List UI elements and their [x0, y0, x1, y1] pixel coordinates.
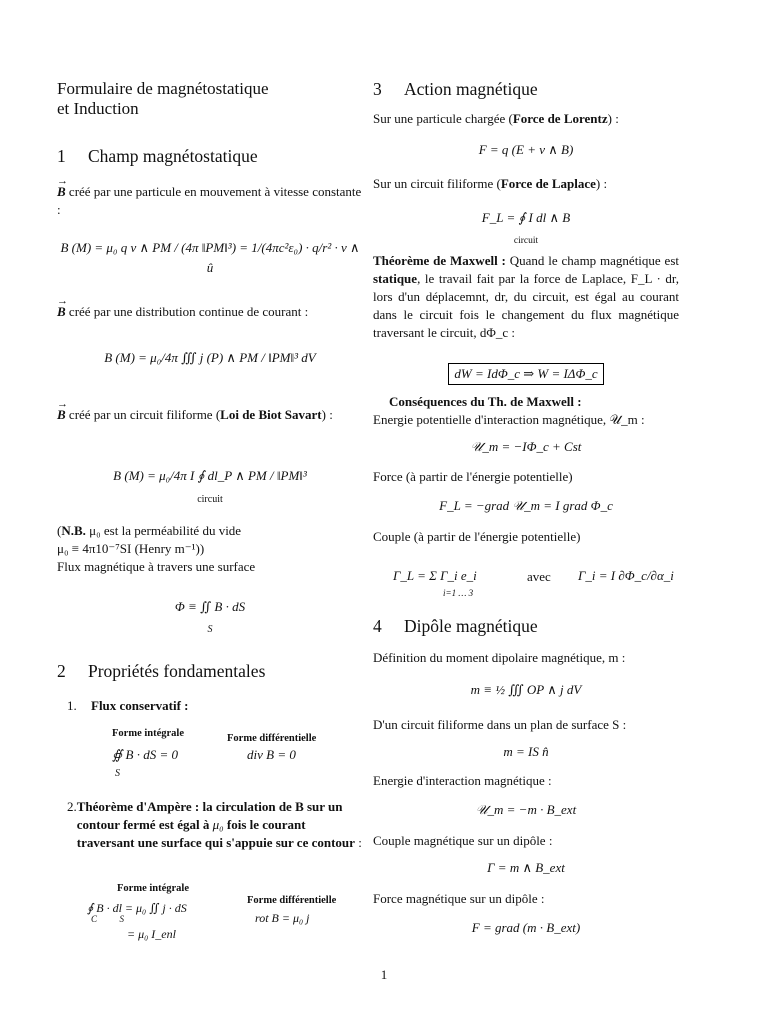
- label-forme-differentielle-2: Forme différentielle: [247, 895, 337, 906]
- equation-flux: Φ ≡ ∬ B · dS: [174, 599, 246, 614]
- paragraph-energie-interaction: Energie d'interaction magnétique :: [373, 773, 552, 788]
- equation-moment: m ≡ ½ ∭ OP ∧ j dV: [470, 682, 582, 697]
- section-1-heading: 1 Champ magnétostatique: [57, 146, 258, 166]
- equation-ampere-rot: rot B = μ₀ j: [255, 911, 310, 925]
- paragraph-moment: Définition du moment dipolaire magnétique, m :: [373, 650, 626, 665]
- equation-couple-avec: avec: [527, 569, 551, 584]
- equation-ampere-integral-sub: C S: [91, 914, 125, 924]
- paragraph-maxwell: Théorème de Maxwell : Quand le champ magnétique est statique, le travail fait par la force de Laplace, F_L · dr, lors d'un déplacemnt, dr, du circuit, est égal au courant dans le circuit fois le changement du flux magnétique traversant le circuit, dΦ_c :: [373, 253, 679, 340]
- equation-couple-dipole: Γ = m ∧ B_ext: [487, 860, 565, 875]
- paragraph-laplace: Sur un circuit filiforme (Force de Laplace) :: [373, 176, 608, 191]
- equation-couple-component: Γ_i = I ∂Φ_c/∂α_i: [578, 568, 674, 583]
- equation-moment-circuit: m = IS n̂: [503, 744, 549, 759]
- section-3-heading: 3 Action magnétique: [373, 79, 538, 99]
- paragraph-circuit-plan: D'un circuit filiforme dans un plan de surface S :: [373, 717, 627, 732]
- equation-flux-conservatif: ∯ B · dS = 0: [112, 747, 178, 762]
- equation-laplace-sub: circuit: [513, 236, 539, 246]
- equation-couple: Γ_L = Σ Γ_i e_i: [393, 568, 477, 583]
- equation-force-dipole: F = grad (m · B_ext): [471, 920, 581, 935]
- equation-flux-sub: S: [207, 624, 213, 635]
- equation-energie: 𝒰_m = −IΦ_c + Cst: [470, 439, 582, 454]
- document-title: Formulaire de magnétostatique et Induction: [57, 79, 269, 118]
- label-forme-differentielle-1: Forme différentielle: [227, 733, 317, 744]
- section-4-heading: 4 Dipôle magnétique: [373, 616, 538, 636]
- section-2-heading: 2 Propriétés fondamentales: [57, 661, 266, 681]
- paragraph-distribution: → B créé par une distribution continue de courant :: [57, 303, 363, 321]
- paragraph-particle: → B créé par une particule en mouvement à vitesse constante :: [57, 183, 363, 219]
- equation-maxwell-boxed-wrap: [373, 363, 679, 385]
- equation-maxwell-boxed: dW = IdΦ_c ⇒ W = IΔΦ_c: [448, 363, 603, 385]
- paragraph-couple-dipole: Couple magnétique sur un dipôle :: [373, 833, 553, 848]
- paragraph-lorentz: Sur une particule chargée (Force de Lorentz) :: [373, 111, 619, 126]
- equation-energie-dipole: 𝒰_m = −m · B_ext: [475, 802, 577, 817]
- equation-laplace: F_L = ∮ I dl ∧ B: [481, 210, 571, 225]
- label-forme-integrale-2: Forme intégrale: [117, 883, 190, 894]
- equation-force: F_L = −grad 𝒰_m = I grad Φ_c: [439, 498, 613, 513]
- equation-biot-savart-sub: circuit: [197, 494, 223, 505]
- equation-ampere-enl: = μ₀ I_enl: [127, 927, 176, 941]
- list-item-2: 2. Théorème d'Ampère : la circulation de B sur un contour fermé est égal à μ₀ fois le courant traversant une surface qui s'appuie sur ce contour :: [67, 799, 362, 850]
- consequences-title: Conséquences du Th. de Maxwell :: [389, 394, 582, 409]
- paragraph-energie: Energie potentielle d'interaction magnétique, 𝒰_m :: [373, 412, 645, 427]
- note-permeability: (N.B. μ₀ est la perméabilité du vide μ₀ ≡ 4π10⁻⁷SI (Henry m⁻¹)) Flux magnétique à travers une surface: [57, 523, 256, 574]
- list-item-1: 1. Flux conservatif :: [67, 698, 189, 713]
- paragraph-force: Force (à partir de l'énergie potentielle): [373, 469, 573, 484]
- page-number: 1: [380, 967, 388, 982]
- equation-biot-savart: B (M) = μ₀/4π I ∮ dl_P ∧ PM / ‖PM‖³: [113, 468, 307, 483]
- equation-field-distribution: B (M) = μ₀/4π ∭ j (P) ∧ PM / ‖PM‖³ dV: [104, 350, 316, 365]
- paragraph-force-dipole: Force magnétique sur un dipôle :: [373, 891, 545, 906]
- label-forme-integrale-1: Forme intégrale: [112, 728, 185, 739]
- equation-div-b: div B = 0: [247, 747, 296, 762]
- equation-couple-limits: i=1 … 3: [443, 588, 474, 598]
- equation-ampere-integral: ∮ B · dl = μ₀ ∬ j · dS: [87, 901, 187, 915]
- equation-flux-conservatif-sub: S: [115, 768, 120, 779]
- paragraph-biot-savart: → B créé par un circuit filiforme (Loi de Biot Savart) :: [57, 406, 363, 424]
- paragraph-couple: Couple (à partir de l'énergie potentielle): [373, 529, 581, 544]
- equation-field-particle: B (M) = μ₀ q v ∧ PM / (4π ‖PM‖³) = 1/(4πc²ε₀) · q/r² · v ∧ û: [60, 240, 360, 275]
- equation-lorentz: F = q (E + v ∧ B): [478, 142, 574, 157]
